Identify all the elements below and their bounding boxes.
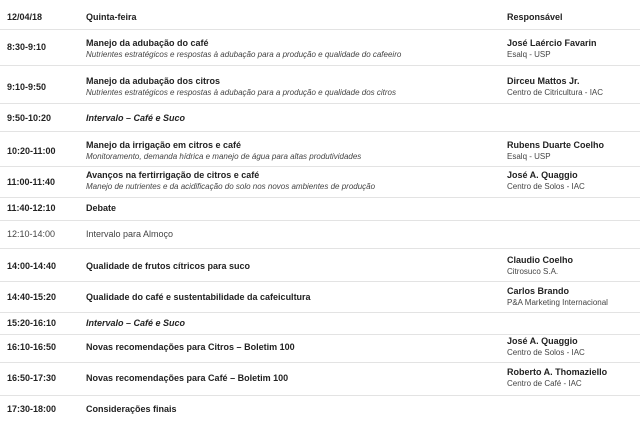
divider — [0, 395, 640, 396]
row-speaker: Claudio Coelho — [507, 255, 573, 265]
row-org: Centro de Citricultura - IAC — [507, 88, 604, 97]
row-time: 15:20-16:10 — [7, 318, 57, 328]
row-time: 14:40-15:20 — [7, 292, 57, 302]
row-title: Avanços na fertirrigação de citros e café — [86, 170, 260, 180]
row-speaker: Roberto A. Thomaziello — [507, 367, 608, 377]
row-title: Novas recomendações para Citros – Boletim 100 — [86, 342, 295, 352]
row-org: Esalq - USP — [507, 50, 551, 59]
row-title: Intervalo – Café e Suco — [86, 113, 186, 123]
row-org: Centro de Café - IAC — [507, 379, 582, 388]
row-time: 12:10-14:00 — [7, 229, 56, 239]
row-speaker: José Laércio Favarin — [507, 38, 597, 48]
row-title: Manejo da irrigação em citros e café — [86, 140, 242, 150]
row-org: P&A Marketing Internacional — [507, 298, 608, 307]
row-time: 9:10-9:50 — [7, 82, 47, 92]
row-speaker: José A. Quaggio — [507, 336, 578, 346]
row-subtitle: Nutrientes estratégicos e respostas à adubação para a produção e qualidade do cafeeiro — [86, 50, 402, 59]
divider — [0, 220, 640, 221]
responsible-header: Responsável — [507, 12, 563, 22]
row-time: 16:50-17:30 — [7, 373, 57, 383]
row-title: Intervalo – Café e Suco — [86, 318, 186, 328]
row-org: Esalq - USP — [507, 152, 551, 161]
row-speaker: Carlos Brando — [507, 286, 570, 296]
row-time: 8:30-9:10 — [7, 42, 47, 52]
schedule-day: Quinta-feira — [86, 12, 137, 22]
divider — [0, 103, 640, 104]
divider — [0, 65, 640, 66]
row-subtitle: Manejo de nutrientes e da acidificação do solo nos novos ambientes de produção — [86, 182, 376, 191]
row-subtitle: Monitoramento, demanda hídrica e manejo de água para altas produtividades — [86, 152, 362, 161]
schedule-date: 12/04/18 — [7, 12, 43, 22]
row-title: Intervalo para Almoço — [86, 229, 174, 239]
divider — [0, 281, 640, 282]
row-time: 10:20-11:00 — [7, 146, 56, 156]
row-time: 17:30-18:00 — [7, 404, 57, 414]
row-time: 14:00-14:40 — [7, 261, 57, 271]
divider — [0, 166, 640, 167]
divider — [0, 362, 640, 363]
row-org: Centro de Solos - IAC — [507, 348, 585, 357]
row-org: Centro de Solos - IAC — [507, 182, 585, 191]
row-title: Considerações finais — [86, 404, 177, 414]
row-speaker: José A. Quaggio — [507, 170, 578, 180]
row-time: 16:10-16:50 — [7, 342, 57, 352]
row-speaker: Rubens Duarte Coelho — [507, 140, 605, 150]
row-title: Qualidade de frutos cítricos para suco — [86, 261, 251, 271]
row-title: Manejo da adubação dos citros — [86, 76, 221, 86]
row-speaker: Dirceu Mattos Jr. — [507, 76, 580, 86]
divider — [0, 131, 640, 132]
row-title: Novas recomendações para Café – Boletim 100 — [86, 373, 289, 383]
divider — [0, 334, 640, 335]
row-subtitle: Nutrientes estratégicos e respostas à adubação para a produção e qualidade dos citros — [86, 88, 396, 97]
divider — [0, 197, 640, 198]
divider — [0, 248, 640, 249]
row-title: Debate — [86, 203, 117, 213]
row-title: Manejo da adubação do café — [86, 38, 209, 48]
row-time: 11:00-11:40 — [7, 177, 56, 187]
row-time: 11:40-12:10 — [7, 203, 56, 213]
row-time: 9:50-10:20 — [7, 113, 52, 123]
row-title: Qualidade do café e sustentabilidade da cafeicultura — [86, 292, 311, 302]
divider — [0, 29, 640, 30]
row-org: Citrosuco S.A. — [507, 267, 559, 276]
divider — [0, 312, 640, 313]
